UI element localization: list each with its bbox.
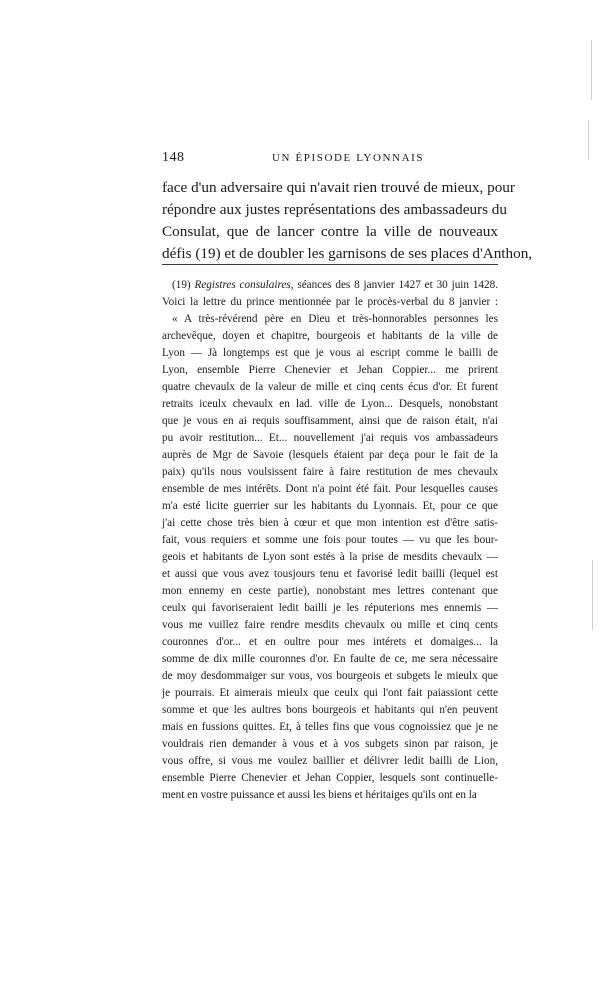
footnote-line: que je vous en ai requis souffisamment, ainsi que de raison était, n'ai (162, 415, 498, 427)
footnote-line: de moy desdommaiger sur vous, vos bourgeois et subgets le mieulx que (162, 670, 498, 682)
running-title: UN ÉPISODE LYONNAIS (272, 152, 425, 164)
footnote-line: pu avoir restitution... Et... nouvellement j'ai requis vos ambassadeurs (162, 432, 498, 444)
footnote-line: fait, vous requiers et somme une fois pour toutes — vu que les bour- (162, 534, 498, 546)
footnote-line: retraits iceulx chevaulx en lad. ville de Lyon... Desquels, nonobstant (162, 398, 498, 410)
footnote-first-line (162, 277, 498, 294)
footnote-line: je pourrais. Et aimerais mieulx que ceulx qui l'ont fait paiassiont cette (162, 687, 498, 699)
footnote-line: mais en fussions quittes. Et, à telles fins que vous cognoissiez que je ne (162, 721, 498, 733)
footnote-source: Registres consulaires, (194, 279, 294, 291)
main-text (162, 177, 533, 265)
footnote-separator (162, 264, 498, 265)
body-line: face d'un adversaire qui n'avait rien trouvé de mieux, pour (162, 179, 515, 196)
body-line: Consulat, que de lancer contre la ville de nouveaux (162, 223, 498, 240)
footnote-line: vous offre, si vous me voulez baillier et délivrer ledit bailli de Lion, (162, 755, 498, 767)
footnote-first-line-rest: séances des 8 janvier 1427 et 30 juin 1428. (297, 279, 499, 291)
footnote-line: couronnes d'or... et en oultre pour mes intérets et domaiges... la (162, 636, 498, 648)
footnote-line: et aussi que vous avez tousjours tenu et favorisé ledit bailli (lequel est (162, 568, 498, 580)
page-number: 148 (162, 150, 185, 165)
scan-artifact (591, 40, 592, 100)
footnote-line: « A très-révérend père en Dieu et très-honnorables personnes les (172, 313, 498, 325)
body-line: répondre aux justes représentations des ambassadeurs du (162, 201, 507, 218)
body-line: défis (19) et de doubler les garnisons de ses places d'Anthon, (162, 245, 533, 262)
footnote-line: j'ai cette chose très bien à cœur et que mon intention est d'être satis- (162, 517, 498, 529)
footnote-line: Voici la lettre du prince mentionnée par le procès-verbal du 8 janvier : (162, 296, 498, 308)
footnote-line: mon ennemy en ceste partie), nonobstant mes lettres contenant que (162, 585, 498, 597)
page-header (162, 150, 498, 170)
footnote-line: ensemble de mes intérêts. Dont n'a point été fait. Pour lesquelles causes (162, 483, 498, 495)
footnote-line: ensemble Pierre Chenevier et Jehan Coppier, lesquels sont continuelle- (162, 772, 498, 784)
footnote-line: archevêque, doyen et chapitre, bourgeois et habitants de la ville de (162, 330, 498, 342)
footnote-number: (19) (172, 279, 191, 291)
footnote-line: quatre chevaulx de la valeur de mille et cinq cents écus d'or. Et furent (162, 381, 498, 393)
footnote-line: somme de dix mille couronnes d'or. En faulte de ce, me sera nécessaire (162, 653, 498, 665)
footnote-line: ceulx qui favoriseraient ledit bailli je les réputerions mes ennemis — (162, 602, 498, 614)
footnote-line: geois et habitants de Lyon sont estés à la prise de mesdits chevaulx — (162, 551, 498, 563)
scan-artifact (588, 120, 589, 160)
footnote-line: ment en vostre puissance et aussi les biens et héritaiges qu'ils ont en la (162, 789, 477, 801)
footnote-line: auprès de Mgr de Savoie (lesquels étaient par deça pour le fait de la (162, 449, 498, 461)
footnote-line: m'a esté licite guerrier sur les habitants du Lyonnais. Et, pour ce que (162, 500, 498, 512)
footnote-line: vouldrais rien demander à vous et à vos subgets sinon par raison, je (162, 738, 498, 750)
footnote-line: vous me vuillez faire rendre mesdits chevaulx ou mille et cinq cents (162, 619, 498, 631)
footnote-line: somme et que les aultres bons bourgeois et habitants qui n'en peuvent (162, 704, 498, 716)
scan-artifact (592, 560, 593, 630)
footnote-line: Lyon, ensemble Pierre Chenevier et Jehan Coppier... me prirent (162, 364, 498, 376)
footnote-line: paix) qu'ils nous voulsissent faire à faire restitution de mes chevaulx (162, 466, 498, 478)
footnote-line: Lyon — Jà longtemps est que je vous ai escript comme le bailli de (162, 347, 498, 359)
footnote (162, 277, 498, 804)
